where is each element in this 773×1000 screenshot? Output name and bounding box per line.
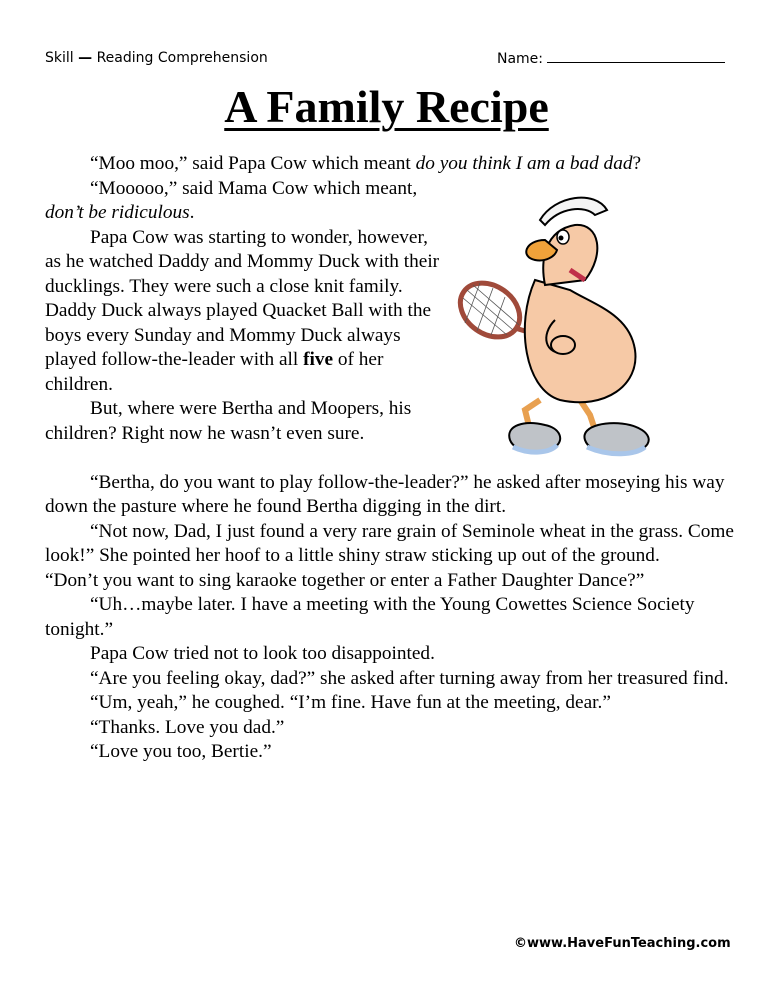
skill-line <box>45 50 268 66</box>
story-paragraph-4: But, where were Bertha and Moopers, his children? Right now he wasn’t even sure. <box>45 398 412 444</box>
name-blank-line[interactable] <box>547 50 725 63</box>
name-label: Name: <box>496 51 543 67</box>
story-paragraph-3: Papa Cow was starting to wonder, however, as he watched Daddy and Mommy Duck with their ducklings. They were such a close knit family. Daddy Duck always played Quacket Ball with the boys every Sunday and Mommy Duck always played follow-the-leader with all five of her children. <box>45 226 440 395</box>
skill-value: Reading Comprehension <box>96 50 268 66</box>
story-paragraph-12: “Thanks. Love you dad.” <box>90 716 285 738</box>
story-paragraph-7: “Don’t you want to sing karaoke together or enter a Father Daughter Dance?” <box>45 569 645 591</box>
skill-dash: — <box>78 50 93 66</box>
worksheet-header <box>45 50 725 72</box>
story-paragraph-6: “Not now, Dad, I just found a very rare grain of Seminole wheat in the grass. Come look!” She pointed her hoof to a little shiny straw sticking up out of the ground. <box>45 520 734 566</box>
duck-tennis-illustration <box>445 185 695 475</box>
page-title: A Family Recipe <box>224 81 549 132</box>
skill-label: Skill <box>45 50 74 66</box>
name-field <box>497 50 725 67</box>
story-paragraph-10: “Are you feeling okay, dad?” she asked after turning away from her treasured find. <box>90 667 729 689</box>
story-paragraph-1: “Moo moo,” said Papa Cow which meant do you think I am a bad dad? <box>90 153 642 174</box>
story-paragraph-2: “Mooooo,” said Mama Cow which meant, don’t be ridiculous. <box>45 177 418 223</box>
story-paragraph-9: Papa Cow tried not to look too disappointed. <box>90 643 435 664</box>
story-paragraph-11: “Um, yeah,” he coughed. “I’m fine. Have fun at the meeting, dear.” <box>90 692 611 713</box>
copyright-footer: ©www.HaveFunTeaching.com <box>514 936 731 951</box>
story-paragraph-8: “Uh…maybe later. I have a meeting with the Young Cowettes Science Society tonight.” <box>45 594 695 640</box>
story-paragraph-5: “Bertha, do you want to play follow-the-leader?” he asked after moseying his way down the pasture where he found Bertha digging in the dirt. <box>45 471 725 517</box>
story-paragraph-13: “Love you too, Bertie.” <box>90 741 272 762</box>
story-wrap-column <box>45 177 440 447</box>
